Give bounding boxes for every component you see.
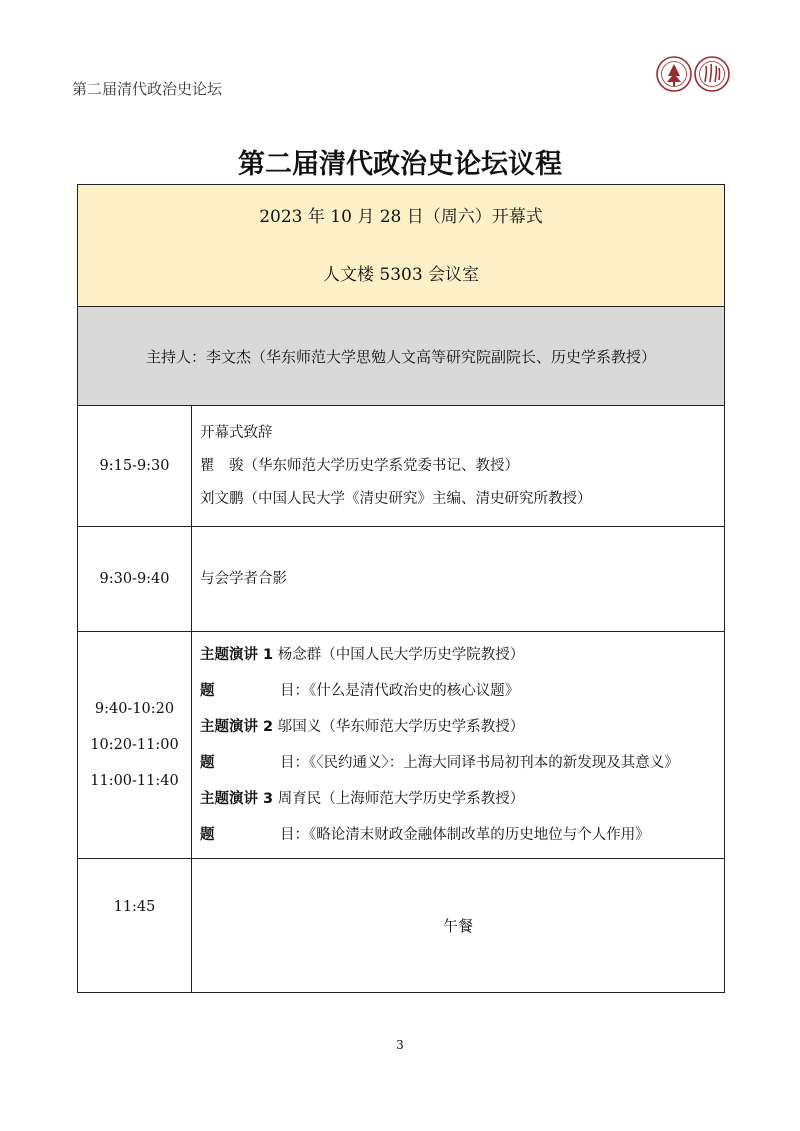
session-line: 与会学者合影 (200, 570, 287, 587)
session-time: 11:45 (78, 859, 192, 993)
opening-cell (78, 185, 725, 307)
speaker: 杨念群（中国人民大学历史学院教授） (277, 647, 525, 663)
speaker: 邬国义（华东师范大学历史学系教授） (277, 719, 525, 735)
keynote-speaker (200, 709, 724, 745)
title-label: 题 (200, 827, 215, 843)
title-label: 题 (200, 683, 215, 699)
session-line: 开幕式致辞 (200, 424, 273, 441)
session-times (78, 632, 192, 859)
opening-row (78, 185, 725, 307)
title-label-suffix: 目： (280, 683, 309, 699)
session-content (192, 527, 725, 632)
university-logos (655, 54, 731, 94)
keynote-speaker (200, 781, 724, 817)
keynote-label: 主题演讲 1 (200, 647, 274, 663)
host-cell: 主持人：李文杰（华东师范大学思勉人文高等研究院副院长、历史学系教授） (78, 307, 725, 406)
page-title: 第二届清代政治史论坛议程 (238, 149, 562, 180)
table-row (78, 632, 725, 859)
table-row (78, 527, 725, 632)
session-line: 瞿 骏（华东师范大学历史学系党委书记、教授） (200, 457, 519, 474)
title-label-suffix: 目： (280, 827, 309, 843)
school-emblem-icon (695, 57, 729, 91)
talk-title: 《〈民约通义〉：上海大同译书局初刊本的新发现及其意义》 (309, 755, 679, 771)
session-time: 10:20-11:00 (90, 737, 179, 753)
session-time: 9:15-9:30 (78, 406, 192, 527)
speaker: 周育民（上海师范大学历史学系教授） (277, 791, 525, 807)
university-seal-icon (657, 57, 691, 91)
keynote-label: 主题演讲 2 (200, 719, 274, 735)
keynote-label: 主题演讲 3 (200, 791, 274, 807)
keynote-speaker (200, 637, 724, 673)
talk-title: 《什么是清代政治史的核心议题》 (309, 683, 520, 699)
session-time: 11:00-11:40 (90, 773, 179, 789)
lunch-cell: 午餐 (192, 859, 725, 993)
table-row (78, 406, 725, 527)
table-row (78, 859, 725, 993)
page-number: 3 (396, 1038, 404, 1052)
session-content (192, 406, 725, 527)
opening-venue: 人文楼 5303 会议室 (322, 264, 480, 285)
host-row (78, 307, 725, 406)
keynote-title (200, 745, 724, 781)
talk-title: 《略论清末财政金融体制改革的历史地位与个人作用》 (309, 827, 650, 843)
title-label-suffix: 目： (280, 755, 309, 771)
session-time: 9:40-10:20 (94, 701, 175, 717)
session-line: 刘文鹏（中国人民大学《清史研究》主编、清史研究所教授） (200, 490, 592, 507)
session-time: 9:30-9:40 (78, 527, 192, 632)
title-label: 题 (200, 755, 215, 771)
opening-date: 2023 年 10 月 28 日（周六）开幕式 (259, 206, 543, 227)
keynote-content (192, 632, 725, 859)
agenda-table (77, 184, 725, 993)
running-header: 第二届清代政治史论坛 (72, 80, 223, 98)
keynote-title (200, 817, 724, 853)
keynote-title (200, 673, 724, 709)
